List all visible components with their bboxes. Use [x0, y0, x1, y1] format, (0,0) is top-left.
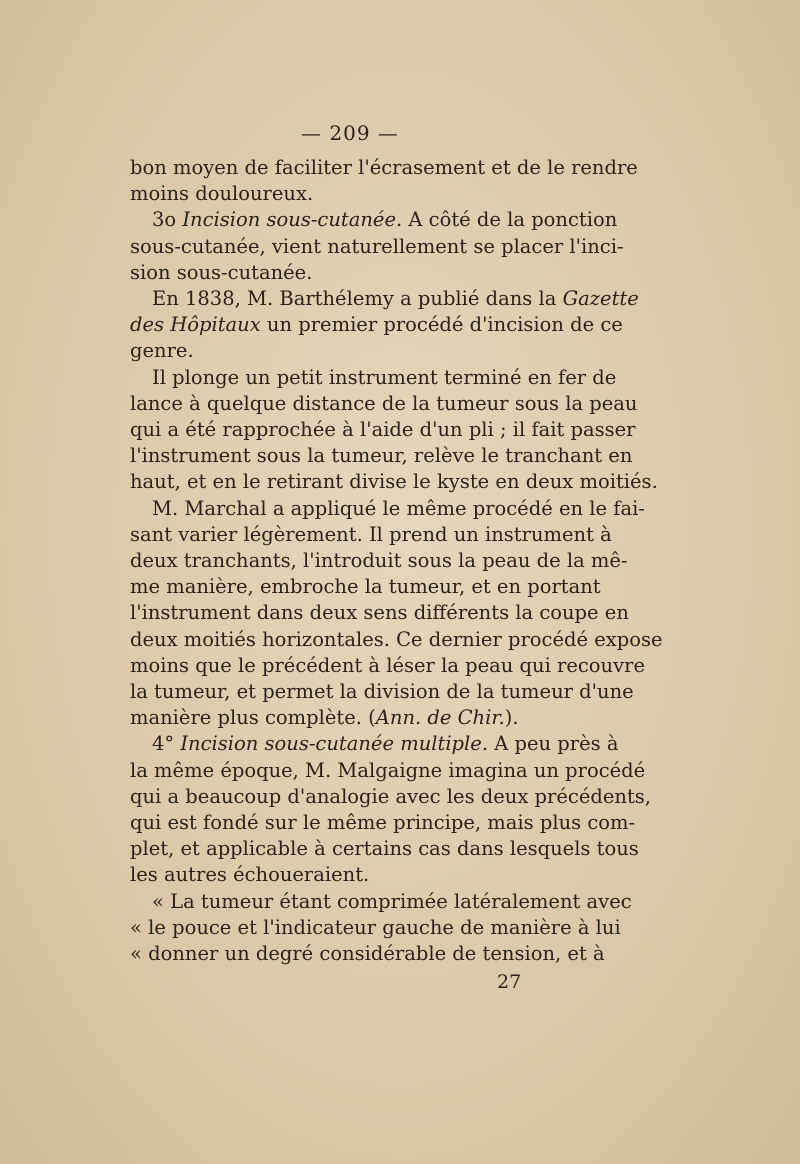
text-line: En 1838, M. Barthélemy a publié dans la Gazette	[152, 287, 639, 311]
text-line: sant varier légèrement. Il prend un instrument à	[130, 522, 612, 546]
text-line: les autres échoueraient.	[130, 863, 370, 887]
quote-line: « La tumeur étant comprimée latéralement avec	[152, 889, 632, 913]
text-line: me manière, embroche la tumeur, et en portant	[130, 575, 601, 599]
section-heading: Incision sous-cutanée multiple.	[180, 732, 489, 756]
text-line: sous-cutanée, vient naturellement se placer l'inci-	[130, 234, 624, 258]
signature-mark: 27	[497, 971, 522, 993]
text-line: M. Marchal a appliqué le même procédé en le fai-	[152, 496, 645, 520]
text-line: Il plonge un petit instrument terminé en fer de	[152, 365, 617, 389]
text-line: qui a été rapprochée à l'aide d'un pli ; il fait passer	[130, 418, 636, 442]
text-line: la même époque, M. Malgaigne imagina un procédé	[130, 758, 646, 782]
section-heading: Incision sous-cutanée.	[182, 208, 403, 232]
citation: Ann. de Chir.	[375, 706, 505, 730]
body-text	[130, 155, 663, 967]
text-line: moins douloureux.	[130, 182, 314, 206]
page-number: — 209 —	[301, 121, 399, 145]
text-line: l'instrument dans deux sens différents la coupe en	[130, 601, 629, 625]
text-line: sion sous-cutanée.	[130, 260, 313, 284]
text-line: 4° Incision sous-cutanée multiple. A peu près à	[152, 732, 619, 756]
text-line: moins que le précédent à léser la peau qui recouvre	[130, 653, 645, 677]
text-line: la tumeur, et permet la division de la tumeur d'une	[130, 680, 634, 704]
text-line: lance à quelque distance de la tumeur sous la peau	[130, 391, 638, 415]
text-line: genre.	[130, 339, 194, 363]
text-line: plet, et applicable à certains cas dans lesquels tous	[130, 837, 639, 861]
text-line: qui a beaucoup d'analogie avec les deux précédents,	[130, 784, 651, 808]
text-line: haut, et en le retirant divise le kyste en deux moitiés.	[130, 470, 658, 494]
quote-line: « le pouce et l'indicateur gauche de manière à lui	[130, 915, 621, 939]
text-line: bon moyen de faciliter l'écrasement et de le rendre	[130, 156, 638, 179]
text-line: qui est fondé sur le même principe, mais plus com-	[130, 811, 636, 835]
text-line: 3o Incision sous-cutanée. A côté de la ponction	[152, 208, 618, 232]
text-line: manière plus complète. (Ann. de Chir.).	[130, 706, 519, 730]
text-line: l'instrument sous la tumeur, relève le tranchant en	[130, 444, 633, 468]
text-line: deux moitiés horizontales. Ce dernier procédé expose	[130, 627, 663, 651]
quote-line: « donner un degré considérable de tension, et à	[130, 942, 605, 966]
text-line: des Hôpitaux un premier procédé d'incision de ce	[130, 313, 623, 337]
text-line: deux tranchants, l'introduit sous la peau de la mê-	[130, 549, 628, 573]
